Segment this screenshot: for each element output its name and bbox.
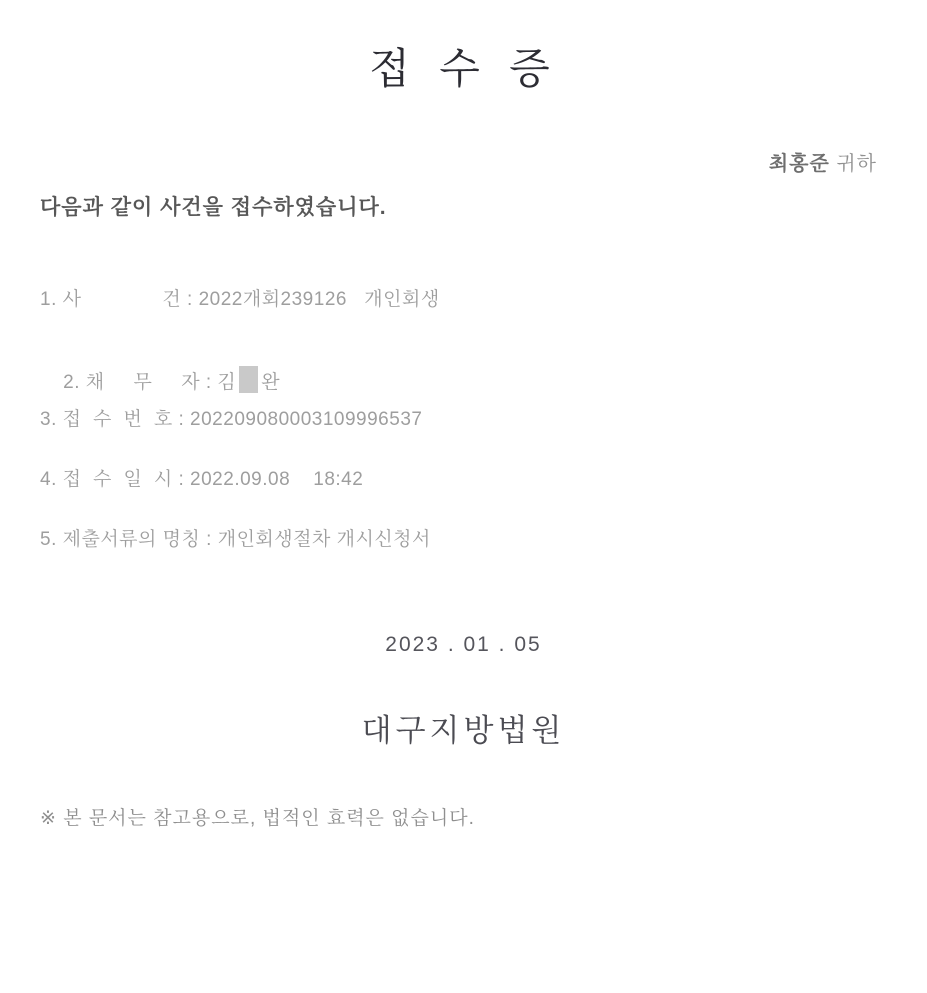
disclaimer-footnote: ※ 본 문서는 참고용으로, 법적인 효력은 없습니다. xyxy=(40,808,475,829)
recipient-name: 최홍준 xyxy=(768,153,830,175)
debtor-name-suffix: 완 xyxy=(261,372,281,393)
court-name: 대구지방법원 xyxy=(361,713,566,749)
debtor-label-and-surname: 2. 채 무 자 : 김 xyxy=(63,372,237,393)
receipt-datetime-line: 4. 접 수 일 시 : 2022.09.08 18:42 xyxy=(40,469,364,490)
receipt-statement: 다음과 같이 사건을 접수하였습니다. xyxy=(40,196,387,219)
receipt-number-line: 3. 접 수 번 호 : 202209080003109996537 xyxy=(40,409,423,430)
recipient-line xyxy=(743,124,877,199)
issue-date: 2023 . 01 . 05 xyxy=(385,633,542,656)
recipient-honorific: 귀하 xyxy=(829,153,877,175)
case-number-line: 1. 사 건 : 2022개회239126 개인회생 xyxy=(40,289,440,310)
submitted-document-line: 5. 제출서류의 명칭 : 개인회생절차 개시신청서 xyxy=(40,529,431,550)
document-title: 접 수 증 xyxy=(369,44,558,93)
redaction-box xyxy=(239,366,258,393)
